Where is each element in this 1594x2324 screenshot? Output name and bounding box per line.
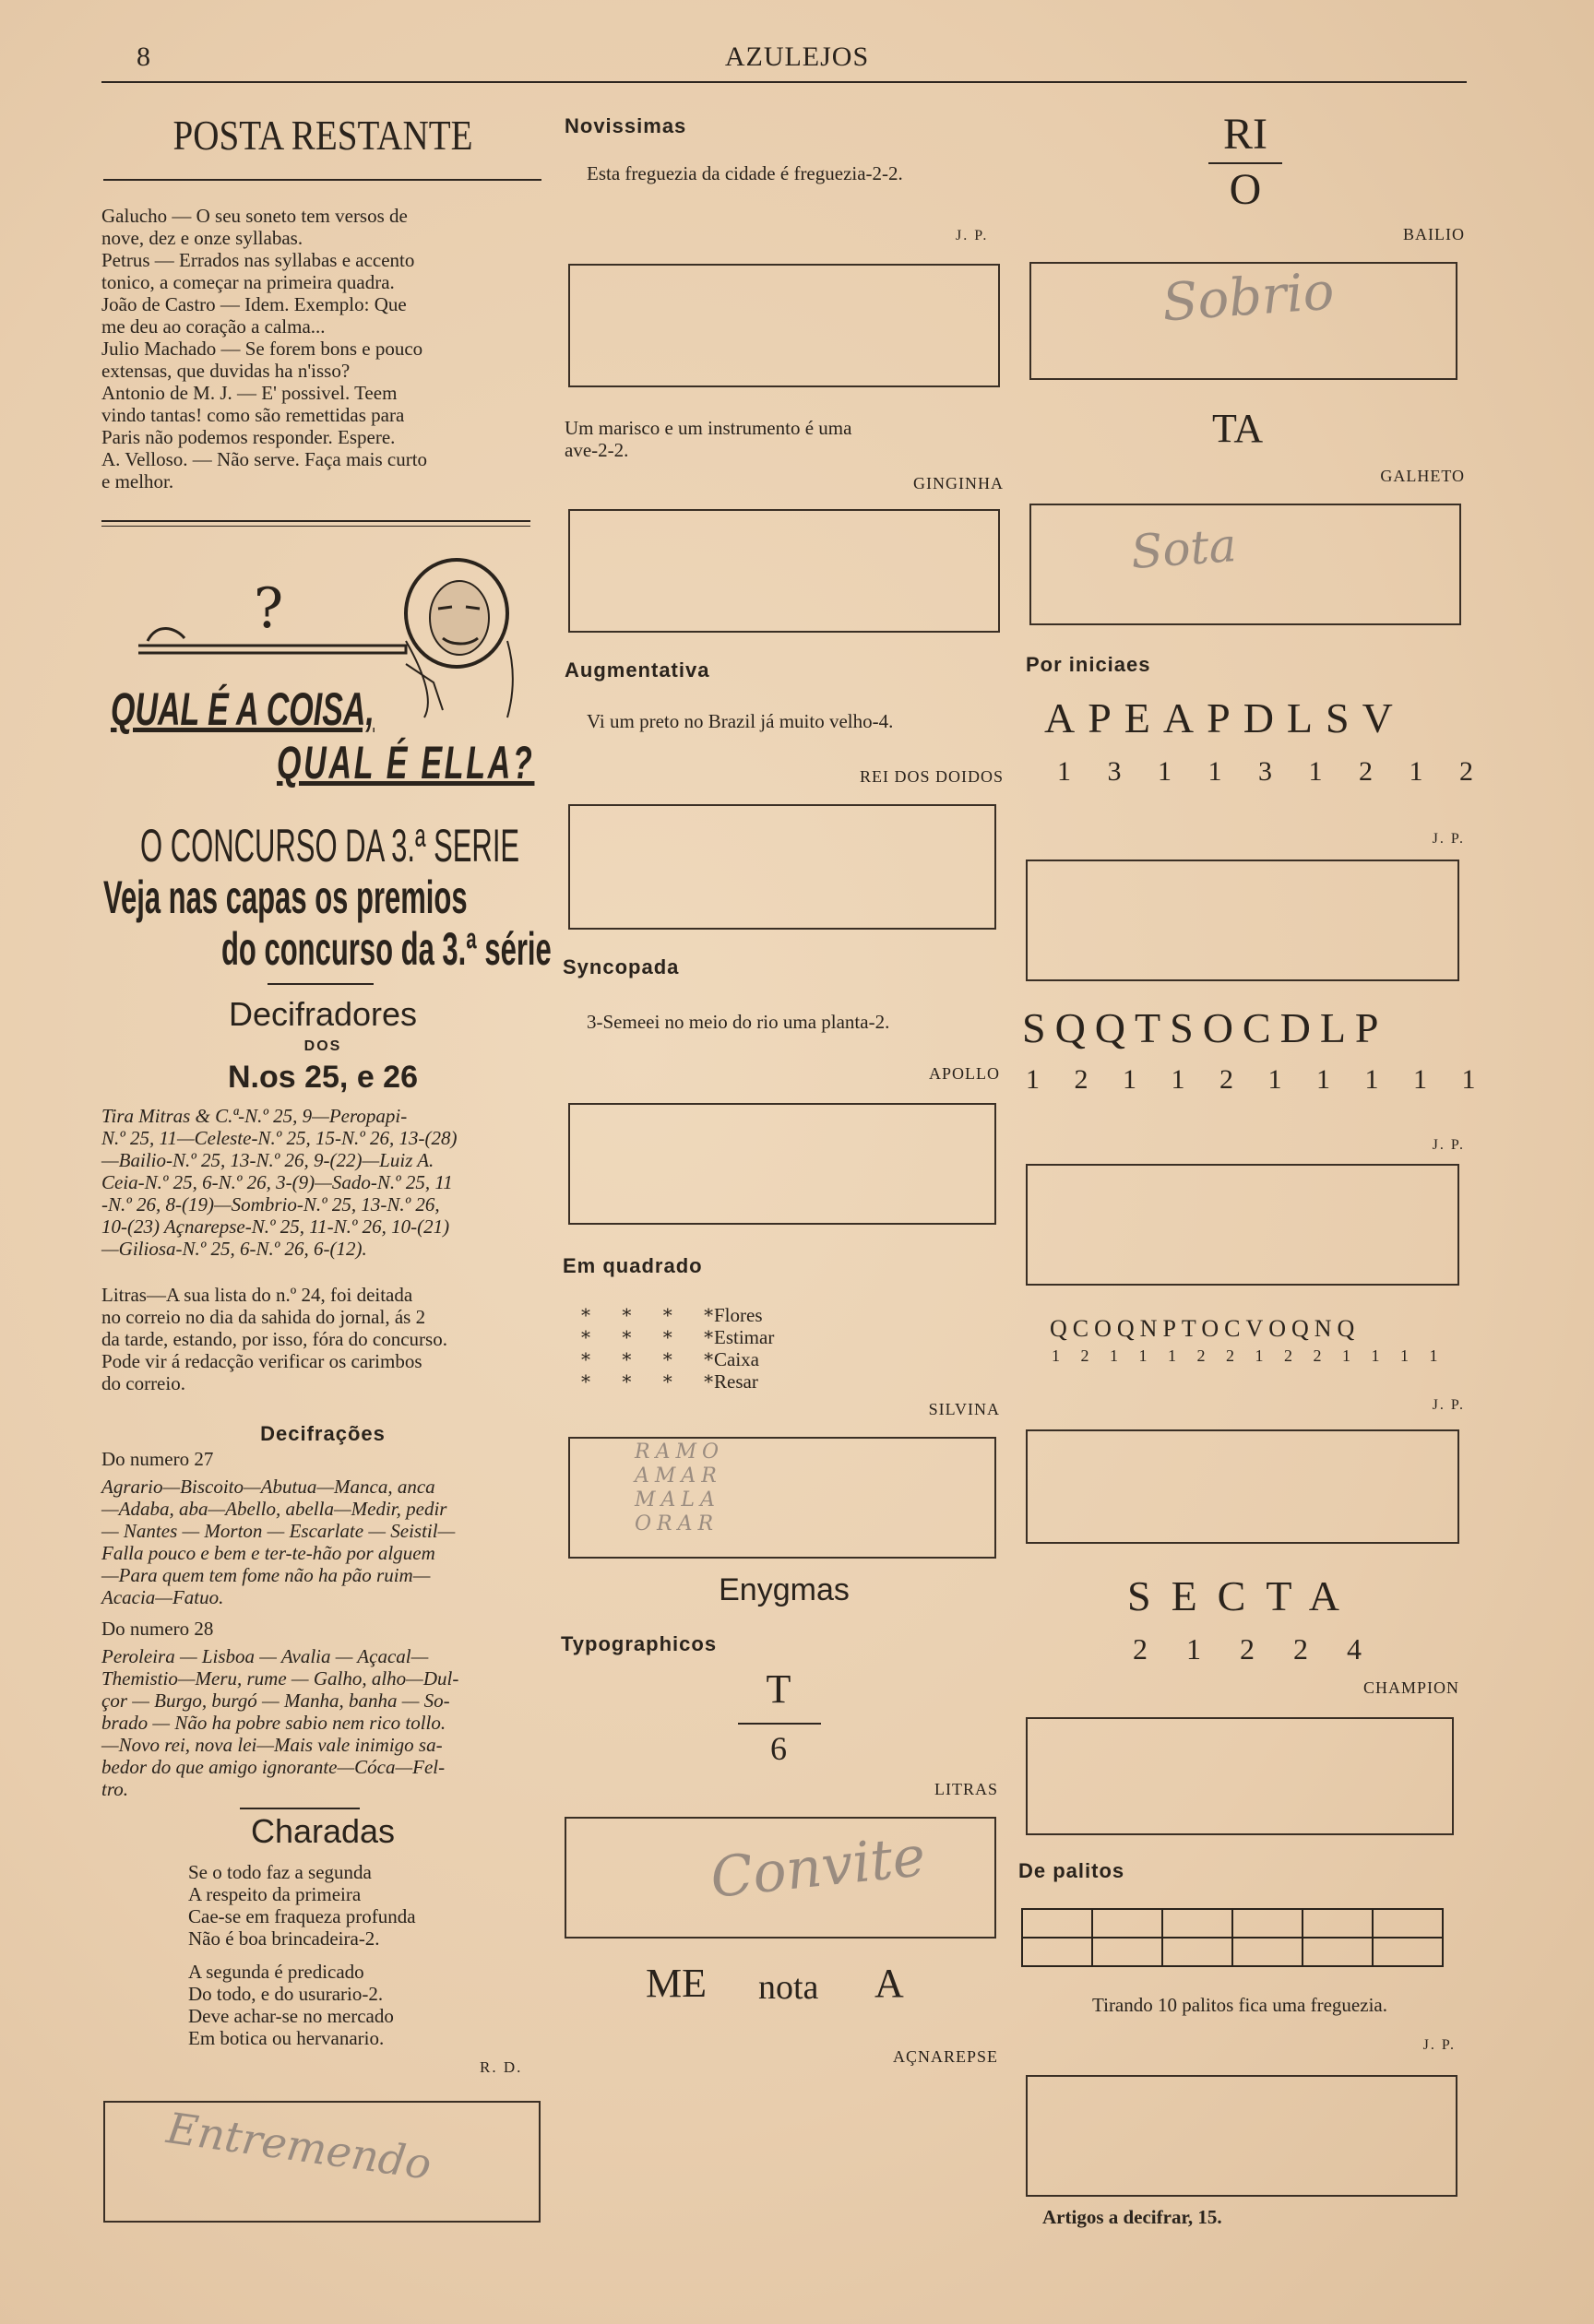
- iniciaes-3-numbers: 1 2 1 1 1 2 2 1 2 2 1 1 1 1: [1052, 1346, 1444, 1365]
- posta-line: Paris não podemos responder. Espere.: [101, 426, 396, 448]
- posta-line: nove, dez e onze syllabas.: [101, 227, 303, 249]
- answer-box[interactable]: [1026, 860, 1459, 981]
- litras-line: Litras—A sua lista do n.º 24, foi deitada: [101, 1284, 413, 1306]
- me-nota-1: ME: [646, 1961, 707, 2006]
- posta-restante-text: [101, 205, 549, 492]
- answer-line: Themistio—Meru, rume — Galho, alho—Dul-: [101, 1667, 459, 1690]
- augmentativa-title: Augmentativa: [565, 658, 710, 682]
- iniciaes-1-numbers: 1 3 1 1 3 1 2 1 2: [1057, 756, 1484, 787]
- answer-line: tro.: [101, 1778, 128, 1800]
- fraction-bar: [738, 1723, 821, 1725]
- quadrado-word: Caixa: [714, 1348, 759, 1370]
- augmentativa-author: REI DOS DOIDOS: [859, 767, 1004, 786]
- handwritten-line: AMAR: [635, 1464, 722, 1488]
- ta-text: TA: [1212, 406, 1264, 451]
- decifradores-numbers: N.os 25, e 26: [227, 1060, 418, 1095]
- litras-line: no correio no dia da sahida do jornal, ás 2: [101, 1306, 426, 1328]
- me-nota-author: AÇNAREPSE: [892, 2047, 998, 2066]
- iniciaes-3-author: J. P.: [1432, 1397, 1465, 1413]
- litras-line: do correio.: [101, 1372, 185, 1394]
- decifradores-dos: DOS: [303, 1038, 342, 1054]
- posta-line: Petrus — Errados nas syllabas e accento: [101, 249, 415, 271]
- matchstick-puzzle: [1020, 1907, 1445, 1968]
- posta-line: tonico, a começar na primeira quadra.: [101, 271, 395, 293]
- litras-line: Pode vir á redacção verificar os carimbos: [101, 1350, 422, 1372]
- rio-top: RI: [1223, 110, 1267, 159]
- charada-author: R. D.: [480, 2058, 523, 2076]
- charadas-title: Charadas: [250, 1812, 396, 1850]
- decifradores-title: Decifradores: [228, 995, 418, 1033]
- ta-author: GALHETO: [1380, 467, 1465, 485]
- charada-2: [188, 1961, 394, 2049]
- charada-line: Se o todo faz a segunda: [188, 1861, 372, 1883]
- litras-note: [101, 1284, 549, 1394]
- handwritten-line: ORAR: [635, 1512, 720, 1536]
- qual-line-2: QUAL É ELLA?: [277, 737, 535, 788]
- answer-line: —Novo rei, nova lei—Mais vale inimigo sa-: [101, 1734, 443, 1756]
- typo-denominator: 6: [770, 1730, 787, 1767]
- syncopada-title: Syncopada: [563, 955, 680, 978]
- decifradores-list: [101, 1105, 549, 1260]
- iniciaes-2-letters: SQQTSOCDLP: [1022, 1004, 1388, 1051]
- decifradores-line: -N.º 26, 8-(19)—Sombrio-N.º 25, 13-N.º 26,: [101, 1193, 440, 1215]
- litras-line: da tarde, estando, por isso, fóra do concurso.: [101, 1328, 447, 1350]
- iniciaes-3-letters: QCOQNPTOCVOQNQ: [1050, 1315, 1361, 1342]
- enygmas-title: Enygmas: [719, 1572, 850, 1607]
- novissima-2: [565, 417, 1007, 461]
- novissima-2-author: GINGINHA: [913, 474, 1004, 492]
- secta-numbers: 2 1 2 2 4: [1133, 1632, 1373, 1666]
- answer-box[interactable]: [1026, 1429, 1459, 1544]
- posta-line: e melhor.: [101, 470, 174, 492]
- quadrado-author: SILVINA: [928, 1400, 1000, 1418]
- concurso-title: O CONCURSO DA 3.ª SERIE: [140, 820, 520, 872]
- quadrado-word: Estimar: [714, 1326, 775, 1348]
- secta-author: CHAMPION: [1362, 1678, 1459, 1697]
- numero-28-label: Do numero 28: [101, 1618, 214, 1640]
- typo-numerator: T: [766, 1666, 791, 1712]
- novissima-1: Esta freguezia da cidade é freguezia-2-2.: [587, 162, 903, 184]
- answer-line: —Adaba, aba—Abello, abella—Medir, pedir: [101, 1498, 447, 1520]
- rio-bottom: O: [1229, 165, 1262, 214]
- posta-line: extensas, que duvidas ha n'isso?: [101, 360, 351, 382]
- handwritten-line: RAMO: [635, 1441, 725, 1464]
- syncopada-author: APOLLO: [929, 1064, 1000, 1083]
- typographicos-title: Typographicos: [561, 1632, 718, 1655]
- secta-text: SECTA: [1127, 1572, 1360, 1619]
- handwritten-ta-answer: Sota: [1129, 518, 1239, 579]
- novissima-line: ave-2-2.: [565, 439, 629, 461]
- answer-box[interactable]: [1029, 504, 1461, 625]
- answer-line: Falla pouco e bem e ter-te-hão por alguem: [101, 1542, 435, 1564]
- answer-line: çor — Burgo, burgó — Manha, banha — So-: [101, 1690, 450, 1712]
- palitos-title: De palitos: [1018, 1859, 1125, 1882]
- answer-box[interactable]: [568, 1103, 996, 1225]
- quadrado-word: Resar: [714, 1370, 758, 1393]
- iniciaes-title: Por iniciaes: [1026, 653, 1151, 676]
- answer-box[interactable]: [1026, 1164, 1459, 1286]
- handwritten-typo-answer: Convite: [707, 1823, 929, 1912]
- answer-box[interactable]: [1026, 1717, 1454, 1835]
- decifradores-line: Ceia-N.º 25, 6-N.º 26, 3-(9)—Sado-N.º 25, 11: [101, 1171, 453, 1193]
- svg-text:?: ?: [254, 576, 284, 641]
- page-number: 8: [137, 42, 150, 72]
- answer-line: Peroleira — Lisboa — Avalia — Açacal—: [101, 1645, 429, 1667]
- handwritten-square-answer: [635, 1441, 724, 1536]
- answer-line: —Para quem tem fome não ha pão ruim—: [101, 1564, 431, 1586]
- answer-box[interactable]: [1026, 2075, 1457, 2197]
- palitos-text: Tirando 10 palitos fica uma freguezia.: [1092, 1994, 1387, 2016]
- rule: [268, 983, 374, 985]
- handwritten-line: MALA: [635, 1488, 720, 1512]
- iniciaes-2-numbers: 1 2 1 1 2 1 1 1 1 1: [1026, 1064, 1485, 1095]
- charada-line: Cae-se em fraqueza profunda: [188, 1905, 416, 1927]
- syncopada-text: 3-Semeei no meio do rio uma planta-2.: [587, 1011, 890, 1033]
- answer-box[interactable]: [568, 264, 1000, 387]
- novissima-line: Um marisco e um instrumento é uma: [565, 417, 852, 439]
- me-nota-3: A: [874, 1961, 904, 2006]
- rio-author: BAILIO: [1403, 225, 1465, 243]
- charada-line: Deve achar-se no mercado: [188, 2005, 394, 2027]
- decifradores-line: —Giliosa-N.º 25, 6-N.º 26, 6-(12).: [101, 1238, 367, 1260]
- premios-line-1: Veja nas capas os premios: [103, 872, 468, 923]
- quadrado-title: Em quadrado: [563, 1254, 703, 1277]
- charada-line: Em botica ou hervanario.: [188, 2027, 385, 2049]
- answer-box[interactable]: [568, 804, 996, 930]
- qual-line-1: QUAL É A COISA,: [111, 683, 375, 735]
- quadrado-words: [714, 1304, 774, 1393]
- decifradores-line: N.º 25, 11—Celeste-N.º 25, 15-N.º 26, 13-(28): [101, 1127, 458, 1149]
- header-rule: [101, 81, 1467, 83]
- page-title: AZULEJOS: [724, 42, 870, 72]
- quadrado-stars: * * * * * * * * * * * * * * * *: [581, 1304, 727, 1393]
- answer-box[interactable]: [568, 509, 1000, 633]
- augmentativa-text: Vi um preto no Brazil já muito velho-4.: [587, 710, 894, 732]
- posta-line: Antonio de M. J. — E' possivel. Teem: [101, 382, 398, 404]
- answer-line: bedor do que amigo ignorante—Cóca—Fel-: [101, 1756, 446, 1778]
- posta-restante-title: POSTA RESTANTE: [172, 112, 473, 159]
- iniciaes-2-author: J. P.: [1432, 1137, 1465, 1153]
- answer-line: brado — Não ha pobre sabio nem rico tollo.: [101, 1712, 446, 1734]
- rule: [101, 520, 530, 522]
- novissima-1-author: J. P.: [956, 228, 989, 243]
- posta-line: Galucho — O seu soneto tem versos de: [101, 205, 408, 227]
- decifracoes-title: Decifrações: [260, 1422, 386, 1445]
- answer-box[interactable]: [568, 1437, 996, 1559]
- charada-line: A respeito da primeira: [188, 1883, 362, 1905]
- charada-line: A segunda é predicado: [188, 1961, 364, 1983]
- answer-line: Agrario—Biscoito—Abutua—Manca, anca: [101, 1476, 435, 1498]
- numero-28-answers: [101, 1645, 549, 1800]
- posta-line: vindo tantas! como são remettidas para: [101, 404, 405, 426]
- charada-line: Não é boa brincadeira-2.: [188, 1927, 380, 1950]
- quadrado-word: Flores: [714, 1304, 763, 1326]
- rule: [103, 179, 541, 181]
- numero-27-answers: [101, 1476, 549, 1608]
- decifradores-line: —Bailio-N.º 25, 13-N.º 26, 9-(22)—Luiz A.: [101, 1149, 434, 1171]
- artigos-count: Artigos a decifrar, 15.: [1042, 2206, 1222, 2228]
- numero-27-label: Do numero 27: [101, 1448, 214, 1470]
- handwritten-answer: Entremendo: [163, 2103, 434, 2189]
- charada-line: Do todo, e do usurario-2.: [188, 1983, 384, 2005]
- rule: [240, 1808, 360, 1809]
- fraction-bar: [1208, 162, 1282, 164]
- premios-line-2: do concurso da 3.ª série: [221, 923, 552, 975]
- posta-line: Julio Machado — Se forem bons e pouco: [101, 338, 423, 360]
- handwritten-rio-answer: Sobrio: [1160, 261, 1337, 334]
- posta-line: A. Velloso. — Não serve. Faça mais curto: [101, 448, 428, 470]
- rule: [101, 526, 530, 527]
- posta-line: João de Castro — Idem. Exemplo: Que: [101, 293, 407, 315]
- iniciaes-1-author: J. P.: [1432, 831, 1465, 847]
- palitos-author: J. P.: [1422, 2037, 1456, 2053]
- typo-author: LITRAS: [934, 1780, 998, 1798]
- iniciaes-1-letters: APEAPDLSV: [1044, 694, 1406, 741]
- answer-line: — Nantes — Morton — Escarlate — Seistil—: [101, 1520, 456, 1542]
- decifradores-line: 10-(23) Açnarepse-N.º 25, 11-N.º 26, 10-(21): [101, 1215, 450, 1238]
- decifradores-line: Tira Mitras & C.ª-N.º 25, 9—Peropapi-: [101, 1105, 408, 1127]
- novissimas-title: Novissimas: [565, 114, 687, 137]
- me-nota-2: nota: [758, 1968, 819, 2007]
- posta-line: me deu ao coração a calma...: [101, 315, 326, 338]
- answer-line: Acacia—Fatuo.: [101, 1586, 224, 1608]
- charada-1: [188, 1861, 416, 1950]
